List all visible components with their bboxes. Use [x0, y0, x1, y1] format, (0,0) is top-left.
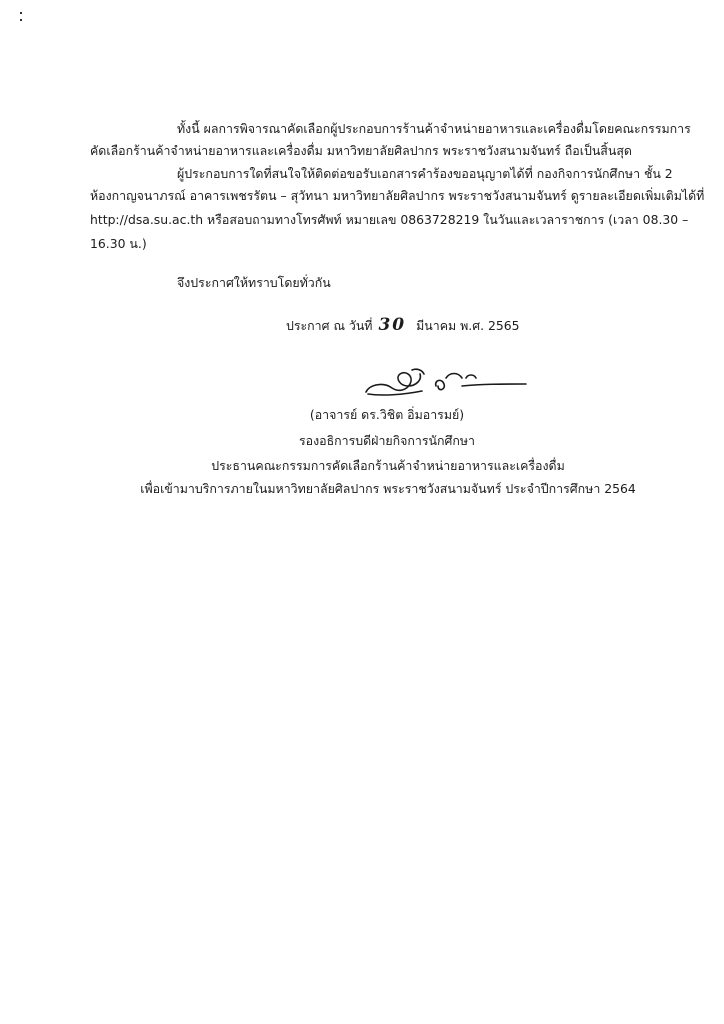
punch-hole-marks	[20, 12, 23, 26]
handwritten-signature	[362, 364, 532, 400]
date-suffix: มีนาคม พ.ศ. 2565	[416, 318, 520, 333]
date-prefix: ประกาศ ณ วันที่	[286, 318, 373, 333]
signatory-name: (อาจารย์ ดร.วิชิต อิ่มอารมย์)	[309, 407, 465, 422]
paragraph-2-line-4: 16.30 น.)	[90, 236, 147, 251]
announcement-date	[286, 317, 520, 334]
paragraph-2-line-2: ห้องกาญจนาภรณ์ อาคารเพชรรัตน – สุวัทนา มหาวิทยาลัยศิลปากร พระราชวังสนามจันทร์ ดูรายละเอียดเพิ่มเติมได้ที่	[90, 188, 705, 203]
paragraph-2-line-1: ผู้ประกอบการใดที่สนใจให้ติดต่อขอรับเอกสารคำร้องขออนุญาตได้ที่ กองกิจการนักศึกษา ชั้น 2	[177, 166, 673, 181]
paragraph-1-line-2: คัดเลือกร้านค้าจำหน่ายอาหารและเครื่องดื่ม มหาวิทยาลัยศิลปากร พระราชวังสนามจันทร์ ถือเป็นสิ้นสุด	[90, 143, 632, 158]
signatory-position-1: รองอธิการบดีฝ่ายกิจการนักศึกษา	[299, 433, 475, 448]
date-day: 30	[378, 315, 407, 335]
signatory-position-3: เพื่อเข้ามาบริการภายในมหาวิทยาลัยศิลปากร พระราชวังสนามจันทร์ ประจำปีการศึกษา 2564	[140, 481, 636, 496]
signatory-position-2: ประธานคณะกรรมการคัดเลือกร้านค้าจำหน่ายอาหารและเครื่องดื่ม	[211, 458, 565, 473]
paragraph-1-line-1: ทั้งนี้ ผลการพิจารณาคัดเลือกผู้ประกอบการร้านค้าจำหน่ายอาหารและเครื่องดื่มโดยคณะกรรมการ	[177, 121, 691, 136]
announcement-line: จึงประกาศให้ทราบโดยทั่วกัน	[177, 275, 331, 290]
paragraph-2-line-3: http://dsa.su.ac.th หรือสอบถามทางโทรศัพท์ หมายเลข 0863728219 ในวันและเวลาราชการ (เวลา 08.30 –	[90, 212, 689, 227]
